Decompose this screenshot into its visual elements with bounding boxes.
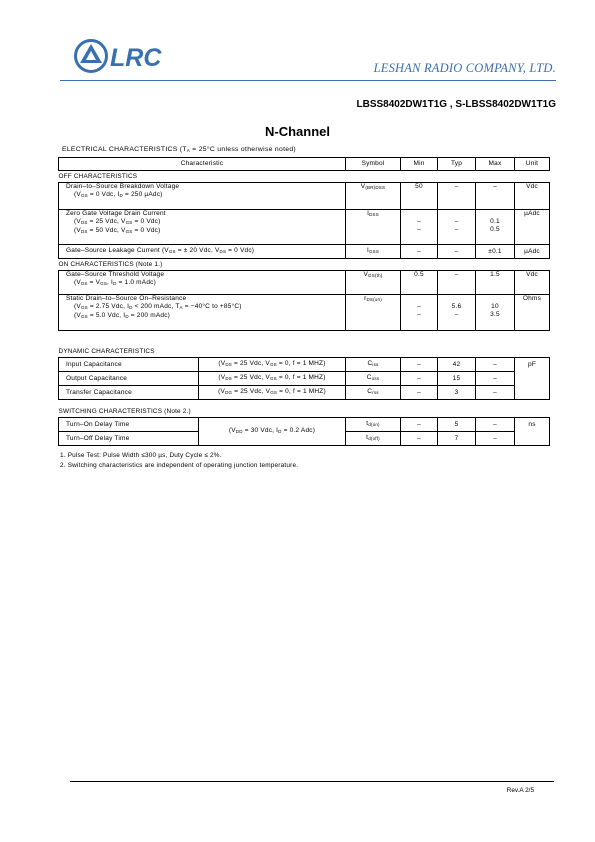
coss-max: – <box>476 372 515 386</box>
idss-min: – – <box>401 210 438 245</box>
bvdss-min: 50 <box>401 183 438 210</box>
table-row <box>59 386 550 400</box>
td-off-characteristic: Turn–Off Delay Time <box>59 432 199 446</box>
footer-divider <box>70 781 554 782</box>
header-min: Min <box>401 158 438 171</box>
rds-max: 10 3.5 <box>476 295 515 331</box>
lrc-logo <box>74 38 178 74</box>
bvdss-max: – <box>476 183 515 210</box>
header-typ: Typ <box>438 158 476 171</box>
characteristics-table <box>58 157 550 331</box>
ciss-characteristic: Input Capacitance <box>59 358 199 372</box>
td-off-typ: 7 <box>438 432 476 446</box>
table-row <box>59 358 550 372</box>
ciss-max: – <box>476 358 515 372</box>
section-row <box>59 406 550 418</box>
table-header-row <box>59 158 550 171</box>
td-off-min: – <box>401 432 438 446</box>
idss-typ: – – <box>438 210 476 245</box>
section-off: OFF CHARACTERISTICS <box>59 171 550 183</box>
table-row <box>59 418 550 432</box>
section-row <box>59 259 550 271</box>
vgsth-unit: Vdc <box>515 271 550 295</box>
rds-characteristic: Static Drain–to–Source On–Resistance ($V_{GS} = 2.75$ Vdc, $I_D < 200$ mAdc, $T_A = -40^\circ C$ to +85°C) ($V_{GS} = 5.0$ Vdc, $I_D = 200$ mAdc) <box>59 295 346 331</box>
bvdss-symbol: $V_{(BR)DSS}$ <box>346 183 401 210</box>
idss-symbol: $I_{DSS}$ <box>346 210 401 245</box>
crss-conditions: ($V_{DG} = 25$ Vdc, $V_{GS} = 0$, f = 1 MHZ) <box>199 386 346 400</box>
coss-characteristic: Output Capacitance <box>59 372 199 386</box>
coss-conditions: ($V_{DS} = 25$ Vdc, $V_{GS} = 0$, f = 1 MHZ) <box>199 372 346 386</box>
coss-min: – <box>401 372 438 386</box>
ciss-min: – <box>401 358 438 372</box>
company-name: LESHAN RADIO COMPANY, LTD. <box>373 61 556 75</box>
electrical-characteristics-title: ELECTRICAL CHARACTERISTICS ($T_A = 25^\circ C$ unless otherwise noted) <box>62 146 296 153</box>
vgsth-typ: – <box>438 271 476 295</box>
coss-symbol: $C_{oss}$ <box>346 372 401 386</box>
crss-max: – <box>476 386 515 400</box>
header-unit: Unit <box>515 158 550 171</box>
vgsth-characteristic: Gate–Source Threshold Voltage ($V_{DS} = V_{GS}$, $I_D = 1.0$ mAdc) <box>59 271 346 295</box>
switching-conditions: ($V_{DD} = 30$ Vdc, $I_D = 0.2$ Adc) <box>199 418 346 446</box>
rds-min: – – <box>401 295 438 331</box>
table-row <box>59 183 550 210</box>
igss-max: ±0.1 <box>476 245 515 259</box>
revision-page: Rev.A 2/5 <box>506 787 534 794</box>
section-dynamic: DYNAMIC CHARACTERISTICS <box>59 346 550 358</box>
bvdss-unit: Vdc <box>515 183 550 210</box>
idss-max: 0.1 0.5 <box>476 210 515 245</box>
td-off-symbol: $t_{d(off)}$ <box>346 432 401 446</box>
part-number: LBSS8402DW1T1G , S-LBSS8402DW1T1G <box>356 99 556 110</box>
td-on-min: – <box>401 418 438 432</box>
dynamic-characteristics-table <box>58 346 550 400</box>
coss-typ: 15 <box>438 372 476 386</box>
section-switching: SWITCHING CHARACTERISTICS (Note 2.) <box>59 406 550 418</box>
table-row <box>59 210 550 245</box>
bvdss-characteristic: Drain–to–Source Breakdown Voltage ($V_{GS} = 0$ Vdc, $I_D = 250$ µAdc) <box>59 183 346 210</box>
rds-unit: Ohms <box>515 295 550 331</box>
td-on-symbol: $t_{d(on)}$ <box>346 418 401 432</box>
channel-title: N-Channel <box>265 124 330 139</box>
td-on-max: – <box>476 418 515 432</box>
section-row <box>59 346 550 358</box>
logo-mark-icon <box>76 41 107 72</box>
td-on-characteristic: Turn–On Delay Time <box>59 418 199 432</box>
table-row <box>59 271 550 295</box>
vgsth-max: 1.5 <box>476 271 515 295</box>
crss-typ: 3 <box>438 386 476 400</box>
logo-text: LRC <box>110 44 162 72</box>
igss-min: – <box>401 245 438 259</box>
crss-characteristic: Transfer Capacitance <box>59 386 199 400</box>
header-characteristic: Characteristic <box>59 158 346 171</box>
header-divider <box>60 80 556 81</box>
vgsth-symbol: $V_{GS(th)}$ <box>346 271 401 295</box>
rds-symbol: $r_{DS(on)}$ <box>346 295 401 331</box>
idss-characteristic: Zero Gate Voltage Drain Current ($V_{DS} = 25$ Vdc, $V_{GS} = 0$ Vdc) ($V_{DS} = 50$ Vdc, $V_{GS} = 0$ Vdc) <box>59 210 346 245</box>
dynamic-unit: pF <box>515 358 550 400</box>
header-symbol: Symbol <box>346 158 401 171</box>
idss-unit: µAdc <box>515 210 550 245</box>
section-on: ON CHARACTERISTICS (Note 1.) <box>59 259 550 271</box>
crss-min: – <box>401 386 438 400</box>
td-off-max: – <box>476 432 515 446</box>
igss-characteristic: Gate–Source Leakage Current ($V_{GS}$ = ± 20 Vdc, $V_{DS} = 0$ Vdc) <box>59 245 346 259</box>
td-on-typ: 5 <box>438 418 476 432</box>
note-2: 2. Switching characteristics are independent of operating junction temperature. <box>60 462 299 469</box>
switching-unit: ns <box>515 418 550 446</box>
ciss-conditions: ($V_{DS} = 25$ Vdc, $V_{GS} = 0$, f = 1 MHZ) <box>199 358 346 372</box>
switching-characteristics-table <box>58 406 550 446</box>
table-row <box>59 372 550 386</box>
section-row <box>59 171 550 183</box>
igss-symbol: $I_{GSS}$ <box>346 245 401 259</box>
note-1: 1. Pulse Test: Pulse Width ≤300 µs, Duty Cycle ≤ 2%. <box>60 452 222 459</box>
table-row <box>59 295 550 331</box>
header-max: Max <box>476 158 515 171</box>
crss-symbol: $C_{rss}$ <box>346 386 401 400</box>
table-row <box>59 245 550 259</box>
ciss-typ: 42 <box>438 358 476 372</box>
rds-typ: 5.6 – <box>438 295 476 331</box>
bvdss-typ: – <box>438 183 476 210</box>
igss-unit: µAdc <box>515 245 550 259</box>
igss-typ: – <box>438 245 476 259</box>
ciss-symbol: $C_{iss}$ <box>346 358 401 372</box>
vgsth-min: 0.5 <box>401 271 438 295</box>
